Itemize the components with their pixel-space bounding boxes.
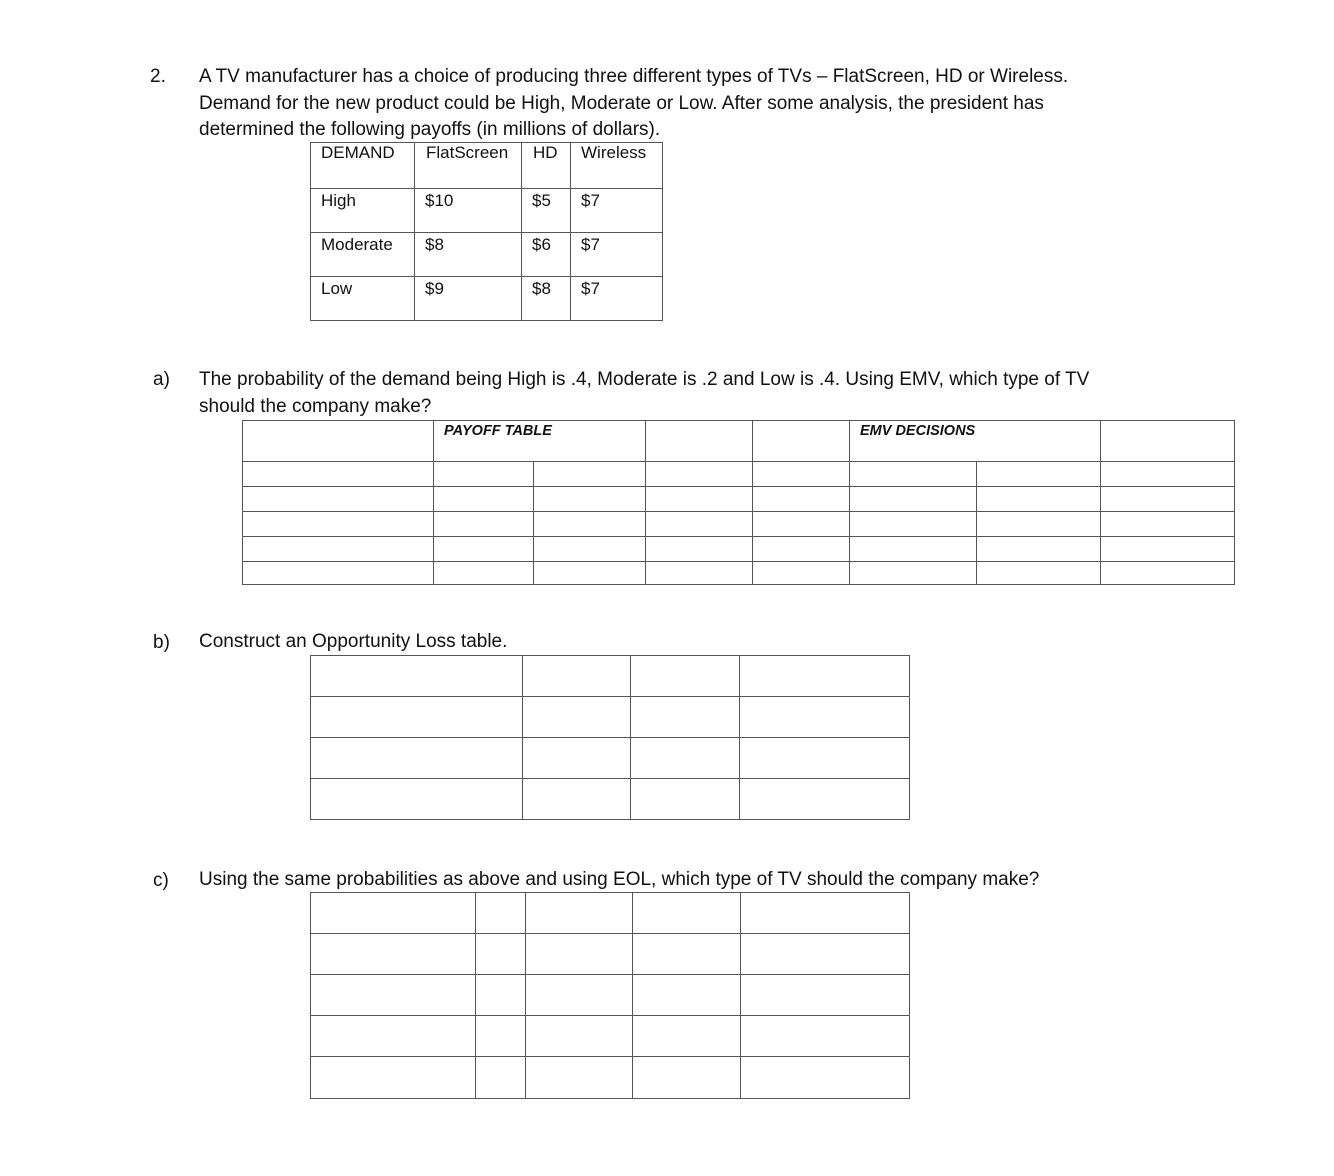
header-demand: DEMAND [311, 143, 415, 189]
empty-cell[interactable] [523, 738, 631, 779]
empty-cell[interactable] [631, 738, 740, 779]
cell-value: $8 [415, 233, 522, 277]
cell-value: $7 [571, 233, 663, 277]
empty-cell[interactable] [311, 934, 476, 975]
table-row [243, 537, 1235, 562]
part-b-text: Construct an Opportunity Loss table. [199, 631, 508, 652]
table-row [311, 738, 910, 779]
empty-cell[interactable] [434, 537, 534, 562]
part-a-label: a) [153, 369, 170, 390]
cell-value: $10 [415, 189, 522, 233]
table-row [311, 893, 910, 934]
cell-value: $7 [571, 277, 663, 321]
empty-cell[interactable] [977, 462, 1101, 487]
empty-cell[interactable] [1101, 562, 1235, 585]
empty-cell[interactable] [434, 487, 534, 512]
empty-cell[interactable] [977, 537, 1101, 562]
table-row [243, 562, 1235, 585]
empty-cell[interactable] [526, 934, 633, 975]
empty-cell[interactable] [631, 697, 740, 738]
empty-cell[interactable] [311, 779, 523, 820]
empty-cell[interactable] [753, 512, 850, 537]
empty-cell[interactable] [631, 779, 740, 820]
empty-cell[interactable] [526, 1057, 633, 1099]
cell-value: $5 [522, 189, 571, 233]
empty-cell[interactable] [311, 893, 476, 934]
table-row [311, 189, 663, 233]
row-label: Moderate [311, 233, 415, 277]
empty-cell[interactable] [740, 697, 910, 738]
empty-cell[interactable] [534, 512, 646, 537]
empty-cell[interactable] [476, 975, 526, 1016]
empty-cell[interactable] [977, 512, 1101, 537]
empty-cell[interactable] [311, 1016, 476, 1057]
part-a-line-1: The probability of the demand being High is .4, Moderate is .2 and Low is .4. Using EMV, which type of TV [199, 369, 1090, 390]
empty-cell[interactable] [631, 656, 740, 697]
empty-cell[interactable] [243, 421, 434, 462]
part-c-label: c) [153, 870, 169, 891]
empty-cell[interactable] [753, 562, 850, 585]
empty-cell[interactable] [243, 462, 434, 487]
table-row [243, 512, 1235, 537]
table-row [311, 233, 663, 277]
empty-cell[interactable] [977, 487, 1101, 512]
empty-cell[interactable] [311, 656, 523, 697]
empty-cell[interactable] [753, 421, 850, 462]
empty-cell[interactable] [1101, 421, 1235, 462]
empty-cell[interactable] [1101, 462, 1235, 487]
table-row [243, 462, 1235, 487]
empty-cell[interactable] [534, 562, 646, 585]
emv-table [242, 420, 1235, 585]
empty-cell[interactable] [741, 893, 910, 934]
empty-cell[interactable] [1101, 487, 1235, 512]
cell-value: $7 [571, 189, 663, 233]
empty-cell[interactable] [740, 738, 910, 779]
empty-cell[interactable] [526, 893, 633, 934]
cell-value: $9 [415, 277, 522, 321]
empty-cell[interactable] [633, 934, 741, 975]
empty-cell[interactable] [523, 656, 631, 697]
part-a-line-2: should the company make? [199, 395, 432, 417]
question-number: 2. [150, 66, 166, 87]
table-row [311, 277, 663, 321]
empty-cell[interactable] [646, 487, 753, 512]
empty-cell[interactable] [476, 934, 526, 975]
empty-cell[interactable] [741, 934, 910, 975]
empty-cell[interactable] [633, 1016, 741, 1057]
empty-cell[interactable] [534, 537, 646, 562]
empty-cell[interactable] [434, 512, 534, 537]
empty-cell[interactable] [476, 1057, 526, 1099]
empty-cell[interactable] [741, 1057, 910, 1099]
empty-cell[interactable] [434, 462, 534, 487]
empty-cell[interactable] [476, 893, 526, 934]
empty-cell[interactable] [526, 975, 633, 1016]
table-row [311, 975, 910, 1016]
empty-cell[interactable] [526, 1016, 633, 1057]
empty-cell[interactable] [850, 537, 977, 562]
empty-cell[interactable] [434, 562, 534, 585]
cell-value: $6 [522, 233, 571, 277]
empty-cell[interactable] [523, 697, 631, 738]
empty-cell[interactable] [243, 562, 434, 585]
empty-cell[interactable] [977, 562, 1101, 585]
eol-table [310, 892, 910, 1099]
empty-cell[interactable] [646, 562, 753, 585]
question-line-1: A TV manufacturer has a choice of producing three different types of TVs – FlatScreen, HD or Wireless. [199, 66, 1069, 87]
table-row [311, 934, 910, 975]
empty-cell[interactable] [311, 975, 476, 1016]
empty-cell[interactable] [243, 537, 434, 562]
question-line-2: Demand for the new product could be High, Moderate or Low. After some analysis, the president has [199, 92, 1044, 114]
empty-cell[interactable] [646, 537, 753, 562]
cell-value: $8 [522, 277, 571, 321]
empty-cell[interactable] [850, 512, 977, 537]
empty-cell[interactable] [740, 779, 910, 820]
empty-cell[interactable] [243, 512, 434, 537]
question-text [199, 64, 1199, 144]
empty-cell[interactable] [1101, 512, 1235, 537]
empty-cell[interactable] [850, 487, 977, 512]
empty-cell[interactable] [753, 462, 850, 487]
row-label: High [311, 189, 415, 233]
empty-cell[interactable] [646, 421, 753, 462]
empty-cell[interactable] [311, 738, 523, 779]
empty-cell[interactable] [633, 893, 741, 934]
empty-cell[interactable] [534, 462, 646, 487]
payoff-table-label: PAYOFF TABLE [434, 421, 646, 462]
table-row [311, 779, 910, 820]
empty-cell[interactable] [753, 487, 850, 512]
empty-cell[interactable] [534, 487, 646, 512]
empty-cell[interactable] [646, 462, 753, 487]
empty-cell[interactable] [476, 1016, 526, 1057]
table-row [243, 487, 1235, 512]
empty-cell[interactable] [740, 656, 910, 697]
part-c-text: Using the same probabilities as above and using EOL, which type of TV should the company make? [199, 869, 1040, 890]
empty-cell[interactable] [741, 975, 910, 1016]
empty-cell[interactable] [850, 562, 977, 585]
table-row [311, 1016, 910, 1057]
empty-cell[interactable] [311, 697, 523, 738]
header-hd: HD [522, 143, 571, 189]
empty-cell[interactable] [633, 1057, 741, 1099]
empty-cell[interactable] [1101, 537, 1235, 562]
question-line-3: determined the following payoffs (in millions of dollars). [199, 119, 661, 140]
empty-cell[interactable] [646, 512, 753, 537]
payoff-header-row [311, 143, 663, 189]
opportunity-loss-table [310, 655, 910, 820]
emv-header-row [243, 421, 1235, 462]
table-row [311, 697, 910, 738]
part-b-label: b) [153, 632, 170, 653]
empty-cell[interactable] [633, 975, 741, 1016]
header-wireless: Wireless [571, 143, 663, 189]
empty-cell[interactable] [243, 487, 434, 512]
table-row [311, 656, 910, 697]
emv-decisions-label: EMV DECISIONS [850, 421, 1101, 462]
empty-cell[interactable] [753, 537, 850, 562]
empty-cell[interactable] [741, 1016, 910, 1057]
header-flatscreen: FlatScreen [415, 143, 522, 189]
part-a-text [199, 367, 1199, 420]
table-row [311, 1057, 910, 1099]
row-label: Low [311, 277, 415, 321]
payoff-table [310, 142, 663, 321]
empty-cell[interactable] [523, 779, 631, 820]
empty-cell[interactable] [311, 1057, 476, 1099]
empty-cell[interactable] [850, 462, 977, 487]
